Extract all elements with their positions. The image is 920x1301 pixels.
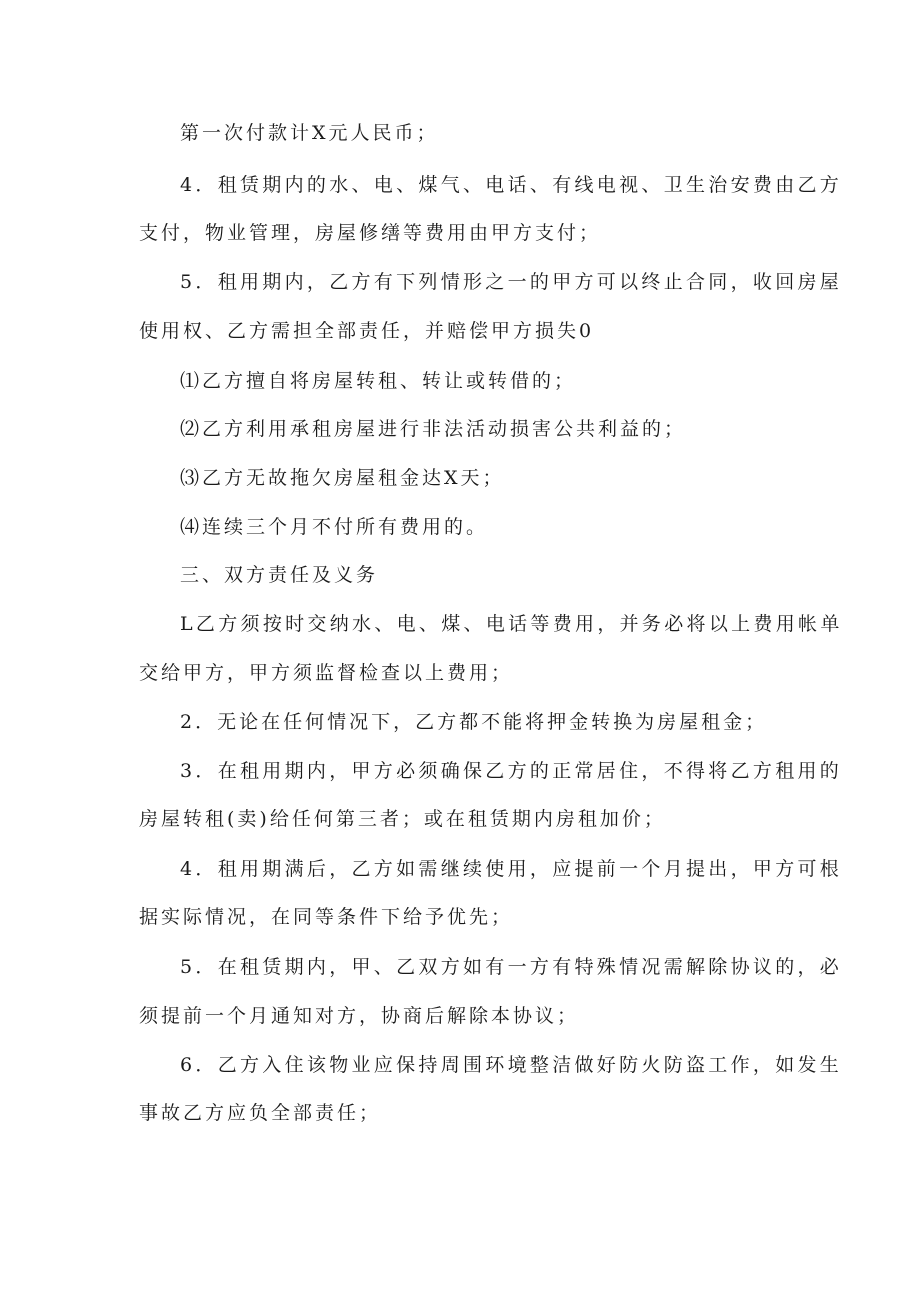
paragraph-line: ⑵乙方利用承租房屋进行非法活动损害公共利益的； xyxy=(180,418,687,440)
paragraph-line: 6．乙方入住该物业应保持周围环境整洁做好防火防盗工作，如发生 xyxy=(180,1054,843,1076)
paragraph-line: ⑴乙方擅自将房屋转租、转让或转借的； xyxy=(180,370,577,392)
paragraph-line: 据实际情况，在同等条件下给予优先； xyxy=(139,906,514,928)
paragraph-line: 4．租用期满后，乙方如需继续使用，应提前一个月提出，甲方可根 xyxy=(180,858,843,880)
paragraph-line: 5．在租赁期内，甲、乙双方如有一方有特殊情况需解除协议的，必 xyxy=(180,956,843,978)
section-heading: 三、双方责任及义务 xyxy=(180,564,379,586)
paragraph-line: 使用权、乙方需担全部责任，并赔偿甲方损失0 xyxy=(139,320,595,342)
paragraph-line: 4．租赁期内的水、电、煤气、电话、有线电视、卫生治安费由乙方 xyxy=(180,174,843,196)
paragraph-line: 事故乙方应负全部责任； xyxy=(139,1102,382,1124)
paragraph-line: 第一次付款计X元人民币； xyxy=(180,122,439,144)
paragraph-line: 交给甲方，甲方须监督检查以上费用； xyxy=(139,662,514,684)
paragraph-line: 须提前一个月通知对方，协商后解除本协议； xyxy=(139,1005,580,1027)
paragraph-line: L乙方须按时交纳水、电、煤、电话等费用，并务必将以上费用帐单 xyxy=(180,613,843,635)
paragraph-line: 2．无论在任何情况下，乙方都不能将押金转换为房屋租金； xyxy=(180,711,768,733)
paragraph-line: ⑷连续三个月不付所有费用的。 xyxy=(180,516,489,538)
paragraph-line: ⑶乙方无故拖欠房屋租金达X天； xyxy=(180,467,505,489)
paragraph-line: 5．租用期内，乙方有下列情形之一的甲方可以终止合同，收回房屋 xyxy=(180,271,843,293)
paragraph-line: 支付，物业管理，房屋修缮等费用由甲方支付； xyxy=(139,222,602,244)
paragraph-line: 房屋转租(卖)给任何第三者；或在租赁期内房租加价； xyxy=(139,808,666,830)
paragraph-line: 3．在租用期内，甲方必须确保乙方的正常居住，不得将乙方租用的 xyxy=(180,760,843,782)
